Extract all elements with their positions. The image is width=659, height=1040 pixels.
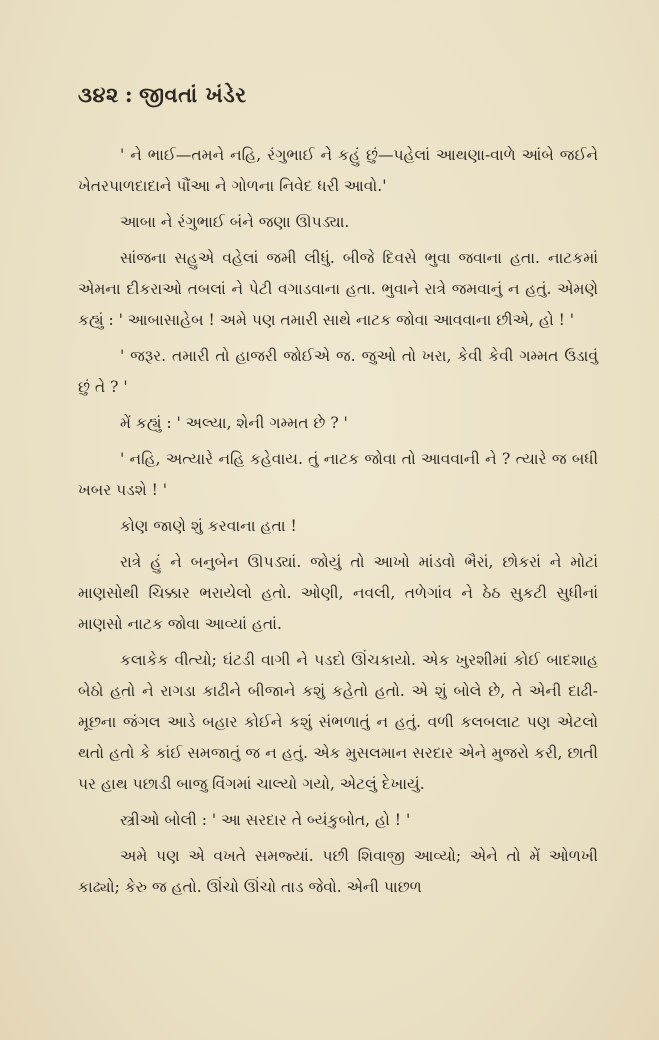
paragraph-10: સ્ત્રીઓ બોલી : ' આ સરદાર તે બ્યંકુબોત, હો ! '	[120, 811, 411, 829]
paragraph-7: કોણ જાણે શું કરવાના હતા !	[120, 517, 297, 535]
paragraph-1: ' ને ભાઈ—તમને નહિ, રંગુભાઈ ને કહું છું—પહેલાં આથણા-વાળે આંબે જઈને ખેતરપાળદાદાને પૌંઆ ને ગોળના નિવેદ ધરી આવો.'	[78, 146, 598, 195]
paragraph-9: કલાકેક વીત્યો; ઘંટડી વાગી ને પડદો ઊંચકાયો. એક ખુરશીમાં કોઈ બાદશાહ બેઠો હતો ને રાગડા કાઢીને બીજાને કશું કહેતો હતો. એ શું બોલે છે, તે એની દાઢી-મૂછના જંગલ આડે બહાર કોઈને કશું સંભળાતું ન હતું. વળી કલબલાટ પણ એટલો થતો હતો કે કાંઈ સમજાતું જ ન હતું. એક મુસલમાન સરદાર એને મુજરો કરી, છાતી પર હાથ પછાડી બાજુ વિંગમાં ચાલ્યો ગયો, એટલું દેખાયું.	[78, 651, 598, 793]
paragraph-4: ' જરૂર. તમારી તો હાજરી જોઈએ જ. જુઓ તો ખરા, કેવી કેવી ગમ્મત ઉડાવું છું તે ? '	[78, 347, 598, 396]
paragraph-11: અમે પણ એ વખતે સમજ્યાં. પછી શિવાજી આવ્યો; એને તો મેં ઓળખી કાઢ્યો; કેરુ જ હતો. ઊંચો ઊંચો તાડ જેવો. એની પાછળ	[78, 847, 598, 896]
paragraph-3: સાંજના સહુએ વહેલાં જમી લીધું. બીજે દિવસે ભુવા જવાના હતા. નાટકમાં એમના દીકરાઓ તબલાં ને પેટી વગાડવાના હતા. ભુવાને રાત્રે જમવાનું ન હતું. એમણે કહ્યું : ' આબાસાહેબ ! અમે પણ તમારી સાથે નાટક જોવા આવવાના છીએ, હો ! '	[78, 249, 598, 329]
paragraph-5: મેં કહ્યું : ' અલ્યા, શેની ગમ્મત છે ? '	[120, 414, 348, 432]
paragraph-2: આબા ને રંગુભાઈ બંને જણા ઊપડ્યા.	[120, 213, 350, 231]
body-text	[78, 140, 598, 908]
running-header	[78, 82, 247, 108]
paragraph-6: ' નહિ, અત્યારે નહિ કહેવાય. તું નાટક જોવા તો આવવાની ને ? ત્યારે જ બધી ખબર પડશે ! '	[78, 450, 598, 499]
book-title: જીવતાં ખંડેર	[139, 82, 247, 107]
page-number: ૩૪૨	[78, 82, 119, 107]
paragraph-8: રાત્રે હું ને બનુબેન ઊપડ્યાં. જોયું તો આખો માંડવો ભૈરાં, છોકરાં ને મોટાં માણસોથી ચિક્કાર ભરાયેલો હતો. ઓણી, નવલી, તળેગાંવ ને ઠેઠ સુકટી સુધીનાં માણસો નાટક જોવા આવ્યાં હતાં.	[78, 553, 598, 633]
header-separator: :	[124, 82, 134, 107]
